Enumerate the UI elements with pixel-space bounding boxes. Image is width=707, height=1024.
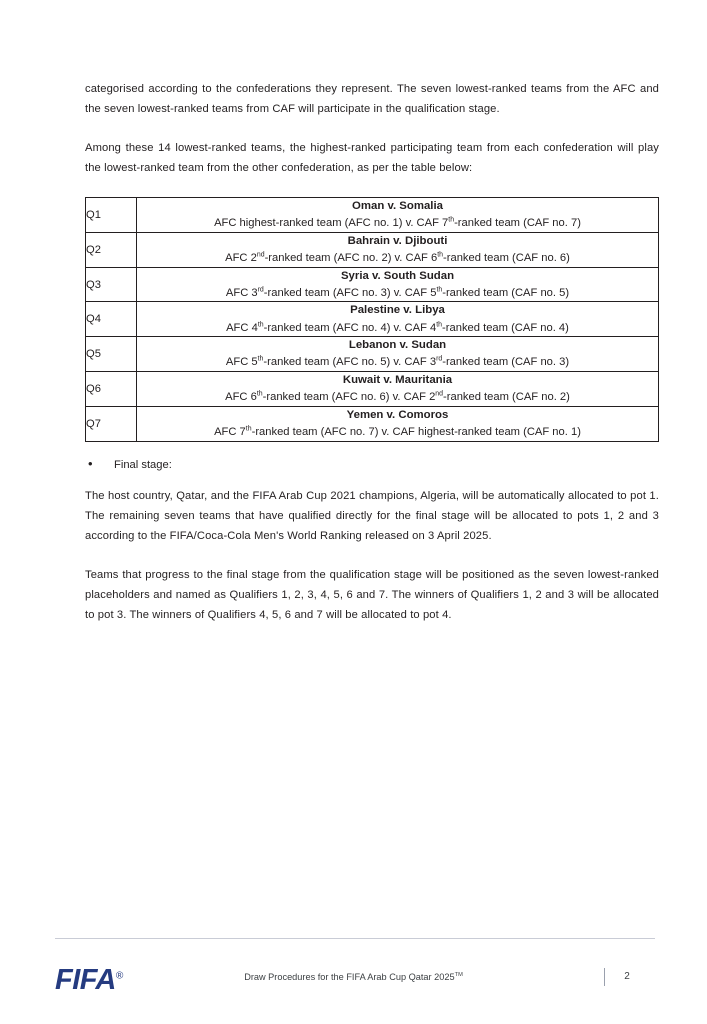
paragraph-pot-allocation: The host country, Qatar, and the FIFA Arab Cup 2021 champions, Algeria, will be automatically allocated to pot 1. The remaining seven teams that have qualified directly for the final stage will be allocated to pots 1, 2 and 3 according to the FIFA/Coca-Cola Men's World Ranking released on 3 April 2025. [85, 489, 659, 542]
detail-post: -ranked team (CAF no. 5) [442, 286, 570, 299]
match-cell [137, 232, 659, 267]
footer-caption-text: Draw Procedures for the FIFA Arab Cup Qatar 2025 [244, 972, 455, 983]
match-detail [137, 215, 658, 232]
detail-ordinal-a: rd [257, 285, 264, 293]
match-label: Q7 [86, 407, 137, 442]
detail-ordinal: th [436, 320, 443, 328]
detail-ordinal-a: th [256, 390, 263, 398]
detail-post: -ranked team (CAF no. 4) [442, 321, 569, 334]
paragraph-continuation: categorised according to the confederations they represent. The seven lowest-ranked teams from the AFC and the seven lowest-ranked teams from CAF will participate in the qualification stage. [85, 83, 659, 115]
detail-mid: -ranked team (AFC no. 6) v. CAF 2 [262, 391, 436, 404]
match-cell [137, 337, 659, 372]
match-cell [137, 267, 659, 302]
table-row [86, 372, 659, 407]
detail-pre: AFC 5 [225, 356, 258, 369]
match-cell [137, 407, 659, 442]
qualification-matches-table [85, 197, 659, 442]
match-teams: Bahrain v. Djibouti [347, 234, 448, 247]
match-detail [137, 285, 658, 302]
detail-post: -ranked team (CAF no. 2) [443, 391, 570, 404]
table-row [86, 337, 659, 372]
fifa-logo-text: FIFA [55, 964, 116, 996]
match-teams: Kuwait v. Mauritania [342, 374, 453, 387]
match-detail [137, 250, 658, 267]
detail-mid: -ranked team (AFC no. 2) v. CAF 6 [264, 251, 438, 264]
match-teams: Lebanon v. Sudan [348, 339, 447, 352]
detail-mid: -ranked team (AFC no. 4) v. CAF 4 [263, 321, 437, 334]
match-label: Q5 [86, 337, 137, 372]
page-content [85, 80, 659, 645]
match-detail [137, 424, 658, 441]
match-cell [137, 197, 659, 232]
detail-pre: AFC 4 [226, 321, 258, 334]
footer-divider [55, 938, 655, 939]
detail-pre: AFC 6 [225, 391, 257, 404]
detail-ordinal-a: th [257, 320, 264, 328]
detail-pre: AFC highest-ranked team (AFC no. 1) v. CAF 7 [214, 216, 449, 229]
match-teams: Syria v. South Sudan [340, 269, 455, 282]
match-detail [137, 320, 658, 337]
footer-caption [0, 972, 707, 982]
match-detail [137, 354, 658, 371]
detail-post: -ranked team (CAF no. 7) [454, 216, 581, 229]
match-label: Q6 [86, 372, 137, 407]
detail-pre: AFC 2 [225, 251, 257, 264]
table-row [86, 267, 659, 302]
detail-post: -ranked team (CAF no. 3) [442, 356, 570, 369]
detail-ordinal: th [436, 285, 443, 293]
trademark-icon: TM [454, 972, 463, 978]
detail-pre: AFC 3 [225, 286, 258, 299]
detail-pre: AFC 7 [214, 426, 246, 439]
table-row [86, 407, 659, 442]
detail-post: -ranked team (CAF no. 6) [443, 251, 570, 264]
match-teams: Oman v. Somalia [352, 199, 443, 212]
match-cell [137, 372, 659, 407]
detail-ordinal-a: nd [256, 251, 265, 259]
list-item-label: Final stage: [114, 459, 172, 472]
detail-ordinal-a: th [245, 425, 252, 433]
match-label: Q1 [86, 197, 137, 232]
bullet-icon: • [88, 456, 93, 472]
table-row [86, 232, 659, 267]
match-label: Q4 [86, 302, 137, 337]
paragraph-qualifiers: Teams that progress to the final stage from the qualification stage will be positioned as the seven lowest-ranked placeholders and named as Qualifiers 1, 2, 3, 4, 5, 6 and 7. The winners of Qualifiers 1, 2 and 3 will be allocated to pot 3. The winners of Qualifiers 4, 5, 6 and 7 will be allocated to pot 4. [85, 568, 659, 621]
detail-mid: -ranked team (AFC no. 7) v. CAF highest-ranked team (CAF no. 1) [251, 426, 581, 439]
footer-separator [604, 968, 605, 986]
paragraph-lowest-ranked: Among these 14 lowest-ranked teams, the highest-ranked participating team from each confederation will play the lowest-ranked team from the other confederation, as per the table below: [85, 141, 659, 174]
detail-mid: -ranked team (AFC no. 3) v. CAF 5 [263, 286, 437, 299]
detail-ordinal: th [448, 216, 455, 224]
registered-mark-icon: ® [115, 970, 123, 982]
table-row [86, 302, 659, 337]
detail-ordinal-a: th [257, 355, 264, 363]
match-detail [137, 389, 658, 406]
match-label: Q3 [86, 267, 137, 302]
detail-ordinal: nd [435, 390, 444, 398]
table-row [86, 197, 659, 232]
list-item-final-stage [85, 456, 659, 473]
match-cell [137, 302, 659, 337]
match-teams: Palestine v. Libya [350, 304, 445, 317]
detail-ordinal: th [437, 251, 444, 259]
match-label: Q2 [86, 232, 137, 267]
match-teams: Yemen v. Comoros [346, 409, 449, 422]
detail-ordinal: rd [436, 355, 443, 363]
page-number: 2 [624, 971, 630, 982]
detail-mid: -ranked team (AFC no. 5) v. CAF 3 [263, 356, 437, 369]
final-stage-body [85, 487, 659, 626]
